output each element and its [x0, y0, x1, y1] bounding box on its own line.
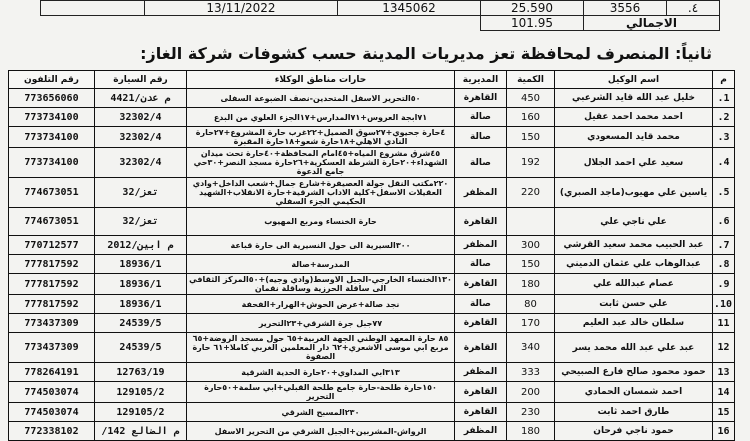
cell-car: م الضالع 142/ — [95, 422, 187, 441]
summary-row — [41, 1, 720, 16]
cell-idx: 11 — [713, 314, 735, 333]
cell-phone: 774503074 — [9, 403, 95, 422]
cell-phone: 774673051 — [9, 208, 95, 236]
header-areas: حارات مناطق الوكلاء — [187, 71, 455, 89]
cell-qty: 333 — [507, 363, 555, 382]
cell-areas: حارة الخنساء ومربع المهيوب — [187, 208, 455, 236]
cell-phone: 777817592 — [9, 295, 95, 314]
cell-car: 12763/19 — [95, 363, 187, 382]
cell-dir: صالة — [455, 127, 507, 148]
cell-dir: القاهرة — [455, 314, 507, 333]
cell-car: 24539/5 — [95, 314, 187, 333]
cell-qty: 180 — [507, 274, 555, 295]
total-label: الاجمالي — [584, 16, 720, 31]
header-phone: رقم التلفون — [9, 71, 95, 89]
table-row — [9, 295, 735, 314]
cell-areas: ١٥٠حارة طلحة-حارة جامع طلحة القبلي+ابي سلمة+٥٠حارة التحرير — [187, 382, 455, 403]
cell-phone: 773734100 — [9, 108, 95, 127]
cell-car: تعز/32 — [95, 208, 187, 236]
cell-areas: ٤حارة جحيوي+٢٧سوق الصميل+٢٢غرب حارة المشروع+٢٧حارة النادي الاهلي+١٨حارة شعو+١٨حارة المقبرة — [187, 127, 455, 148]
cell-areas: المدرسة+صالة — [187, 255, 455, 274]
cell-qty: 192 — [507, 148, 555, 178]
cell-areas: ٢٢٠مكتب النقل جولة العصيفرة+شارع جمال+شعب الداخل+وادي العقيلات الاسفل+كلية الاداب الشرقية+حارة الانقلاب+الشهيد الحكيمي الجزء السفلي — [187, 178, 455, 208]
cell-agent: عبد علي عبد الله محمد يسر — [555, 333, 713, 363]
cell-areas: ٥٠التحرير الاسفل المتحدين-نصف الضبوعة السفلى — [187, 89, 455, 108]
cell-car: تعز/32 — [95, 178, 187, 208]
header-qty: الكمية — [507, 71, 555, 89]
table-header-row — [9, 71, 735, 89]
cell-phone: 778264191 — [9, 363, 95, 382]
cell-dir: القاهرة — [455, 208, 507, 236]
table-row — [9, 127, 735, 148]
cell-phone: 773437309 — [9, 333, 95, 363]
cell-car: 129105/2 — [95, 382, 187, 403]
cell-areas: نجد صالة+عرض الحوش+الهرار+الفحفة — [187, 295, 455, 314]
cell-qty: 150 — [507, 127, 555, 148]
cell-phone: 773734100 — [9, 127, 95, 148]
cell-dir: صالة — [455, 148, 507, 178]
cell-dir: القاهرة — [455, 89, 507, 108]
summary-total-row — [41, 16, 720, 31]
cell-dir: المظفر — [455, 363, 507, 382]
cell-idx: 8. — [713, 255, 735, 274]
table-row — [9, 255, 735, 274]
cell-dir: صالة — [455, 295, 507, 314]
summary-cell-b: 3556 — [584, 1, 667, 16]
cell-idx: 10. — [713, 295, 735, 314]
cell-qty: 160 — [507, 108, 555, 127]
cell-phone: 770712577 — [9, 236, 95, 255]
cell-idx: 12 — [713, 333, 735, 363]
table-row — [9, 208, 735, 236]
cell-car: 18936/1 — [95, 295, 187, 314]
cell-idx: 4. — [713, 148, 735, 178]
cell-car: 129105/2 — [95, 403, 187, 422]
cell-car: م ابين/2012 — [95, 236, 187, 255]
cell-car: 32302/4 — [95, 127, 187, 148]
cell-dir: صالة — [455, 255, 507, 274]
table-row — [9, 314, 735, 333]
cell-areas: ٢٣٠المسبح الشرقي — [187, 403, 455, 422]
cell-agent: علي ناجي علي — [555, 208, 713, 236]
cell-agent: حمود محمود صالح فارع الصبيحي — [555, 363, 713, 382]
table-row — [9, 382, 735, 403]
cell-idx: 15 — [713, 403, 735, 422]
cell-phone: 777817592 — [9, 255, 95, 274]
cell-qty — [507, 208, 555, 236]
cell-qty: 170 — [507, 314, 555, 333]
cell-idx: 14 — [713, 382, 735, 403]
cell-dir: القاهرة — [455, 382, 507, 403]
section-title: ثانياً: المنصرف لمحافظة تعز مديريات المدينة حسب كشوفات شركة الغاز: — [140, 44, 712, 63]
summary-cell-c: 25.590 — [481, 1, 584, 16]
table-row — [9, 274, 735, 295]
header-directorate: المديرية — [455, 71, 507, 89]
cell-agent: سلطان خالد عبد العليم — [555, 314, 713, 333]
header-agent: اسم الوكيل — [555, 71, 713, 89]
cell-dir: القاهرة — [455, 403, 507, 422]
cell-agent: عصام عبدالله علي — [555, 274, 713, 295]
cell-car: 18936/1 — [95, 274, 187, 295]
cell-areas: ٧٧جبل جرة الشرقي+٢٣التحرير — [187, 314, 455, 333]
table-row — [9, 108, 735, 127]
cell-agent: حمود ناجي فرحان — [555, 422, 713, 441]
cell-dir: القاهرة — [455, 333, 507, 363]
cell-areas: الرواش-المشربين+الجبل الشرقي من التحرير الاسفل — [187, 422, 455, 441]
cell-dir: المظفر — [455, 236, 507, 255]
cell-agent: طارق احمد ثابت — [555, 403, 713, 422]
cell-car: 24539/5 — [95, 333, 187, 363]
cell-areas: ٧١ابجة العروس+٧١المدارس+١٧الجزء العلوي من البدع — [187, 108, 455, 127]
cell-car: 18936/1 — [95, 255, 187, 274]
summary-cell-d: 1345062 — [338, 1, 481, 16]
table-row — [9, 89, 735, 108]
cell-qty: 180 — [507, 422, 555, 441]
total-value: 101.95 — [481, 16, 584, 31]
cell-phone: 774673051 — [9, 178, 95, 208]
cell-agent: علي حسن ثابت — [555, 295, 713, 314]
cell-agent: خليل عبد الله قايد الشرعبي — [555, 89, 713, 108]
table-row — [9, 236, 735, 255]
cell-areas: ٣٠٠السيرية الى حول النسيرية الى حارة قباعة — [187, 236, 455, 255]
cell-agent: احمد محمد احمد عقيل — [555, 108, 713, 127]
cell-car: م عدن/4421 — [95, 89, 187, 108]
cell-idx: 7. — [713, 236, 735, 255]
cell-car: 32302/4 — [95, 148, 187, 178]
table-row — [9, 148, 735, 178]
cell-dir: القاهرة — [455, 274, 507, 295]
cell-idx: 2. — [713, 108, 735, 127]
cell-areas: ٤٥شرق مشروع المياه+٤٥امام المحافظة+٤٠حارة تحت ميدان الشهداء+٢٠حارة الشرطة العسكرية+٢٦حارة مسجد النصر+٣٠حي جامع الدعوة — [187, 148, 455, 178]
cell-qty: 340 — [507, 333, 555, 363]
cell-qty: 150 — [507, 255, 555, 274]
cell-agent: عبد الحبيب محمد سعيد القرشي — [555, 236, 713, 255]
header-index: م — [713, 71, 735, 89]
cell-dir: صالة — [455, 108, 507, 127]
cell-phone: 773437309 — [9, 314, 95, 333]
summary-cell-a: ٤. — [667, 1, 720, 16]
cell-phone: 773656060 — [9, 89, 95, 108]
table-row — [9, 333, 735, 363]
cell-agent: محمد قايد المسعودي — [555, 127, 713, 148]
cell-phone: 777817592 — [9, 274, 95, 295]
cell-qty: 220 — [507, 178, 555, 208]
table-row — [9, 363, 735, 382]
cell-idx: 13 — [713, 363, 735, 382]
cell-idx: 16 — [713, 422, 735, 441]
agents-table — [8, 70, 735, 441]
cell-agent: احمد شمسان الحمادي — [555, 382, 713, 403]
table-row — [9, 422, 735, 441]
cell-car: 32302/4 — [95, 108, 187, 127]
cell-phone: 772338102 — [9, 422, 95, 441]
cell-idx: 3. — [713, 127, 735, 148]
cell-qty: 300 — [507, 236, 555, 255]
summary-cell-empty — [41, 1, 145, 16]
cell-dir: المظفر — [455, 178, 507, 208]
cell-dir: المظفر — [455, 422, 507, 441]
summary-table — [40, 0, 720, 31]
cell-qty: 80 — [507, 295, 555, 314]
cell-qty: 230 — [507, 403, 555, 422]
cell-idx: 6. — [713, 208, 735, 236]
cell-areas: ٨٥ حارة المعهد الوطني الجهة الغربية+٦٥ حول مسجد الروضة+٦٥ مربع ابي موسى الاشعري+٦٢ دار المعلمين الغربي كاملا+٦١ حارة الصفوة — [187, 333, 455, 363]
cell-areas: ٣١٣ابي المداوي+٢٠حارة الحدية الشرقية — [187, 363, 455, 382]
cell-agent: ياسين علي مهيوب(ماجد الصبري) — [555, 178, 713, 208]
summary-spacer — [41, 16, 481, 31]
cell-qty: 200 — [507, 382, 555, 403]
cell-phone: 773734100 — [9, 148, 95, 178]
table-row — [9, 178, 735, 208]
cell-idx: 5. — [713, 178, 735, 208]
cell-areas: ١٣٠الخنساء الخارجي-الجبل الاوسط(وادي وجيه)+٥٠المركز الثقافي الى ساقلة الحرزية وساقلة نقمان — [187, 274, 455, 295]
cell-phone: 774503074 — [9, 382, 95, 403]
cell-agent: سعيد علي احمد الجلال — [555, 148, 713, 178]
cell-agent: عبدالوهاب علي عثمان الدميني — [555, 255, 713, 274]
table-row — [9, 403, 735, 422]
cell-idx: 1. — [713, 89, 735, 108]
header-car: رقم السيارة — [95, 71, 187, 89]
cell-qty: 450 — [507, 89, 555, 108]
summary-cell-e: 13/11/2022 — [145, 1, 338, 16]
cell-idx: 9. — [713, 274, 735, 295]
